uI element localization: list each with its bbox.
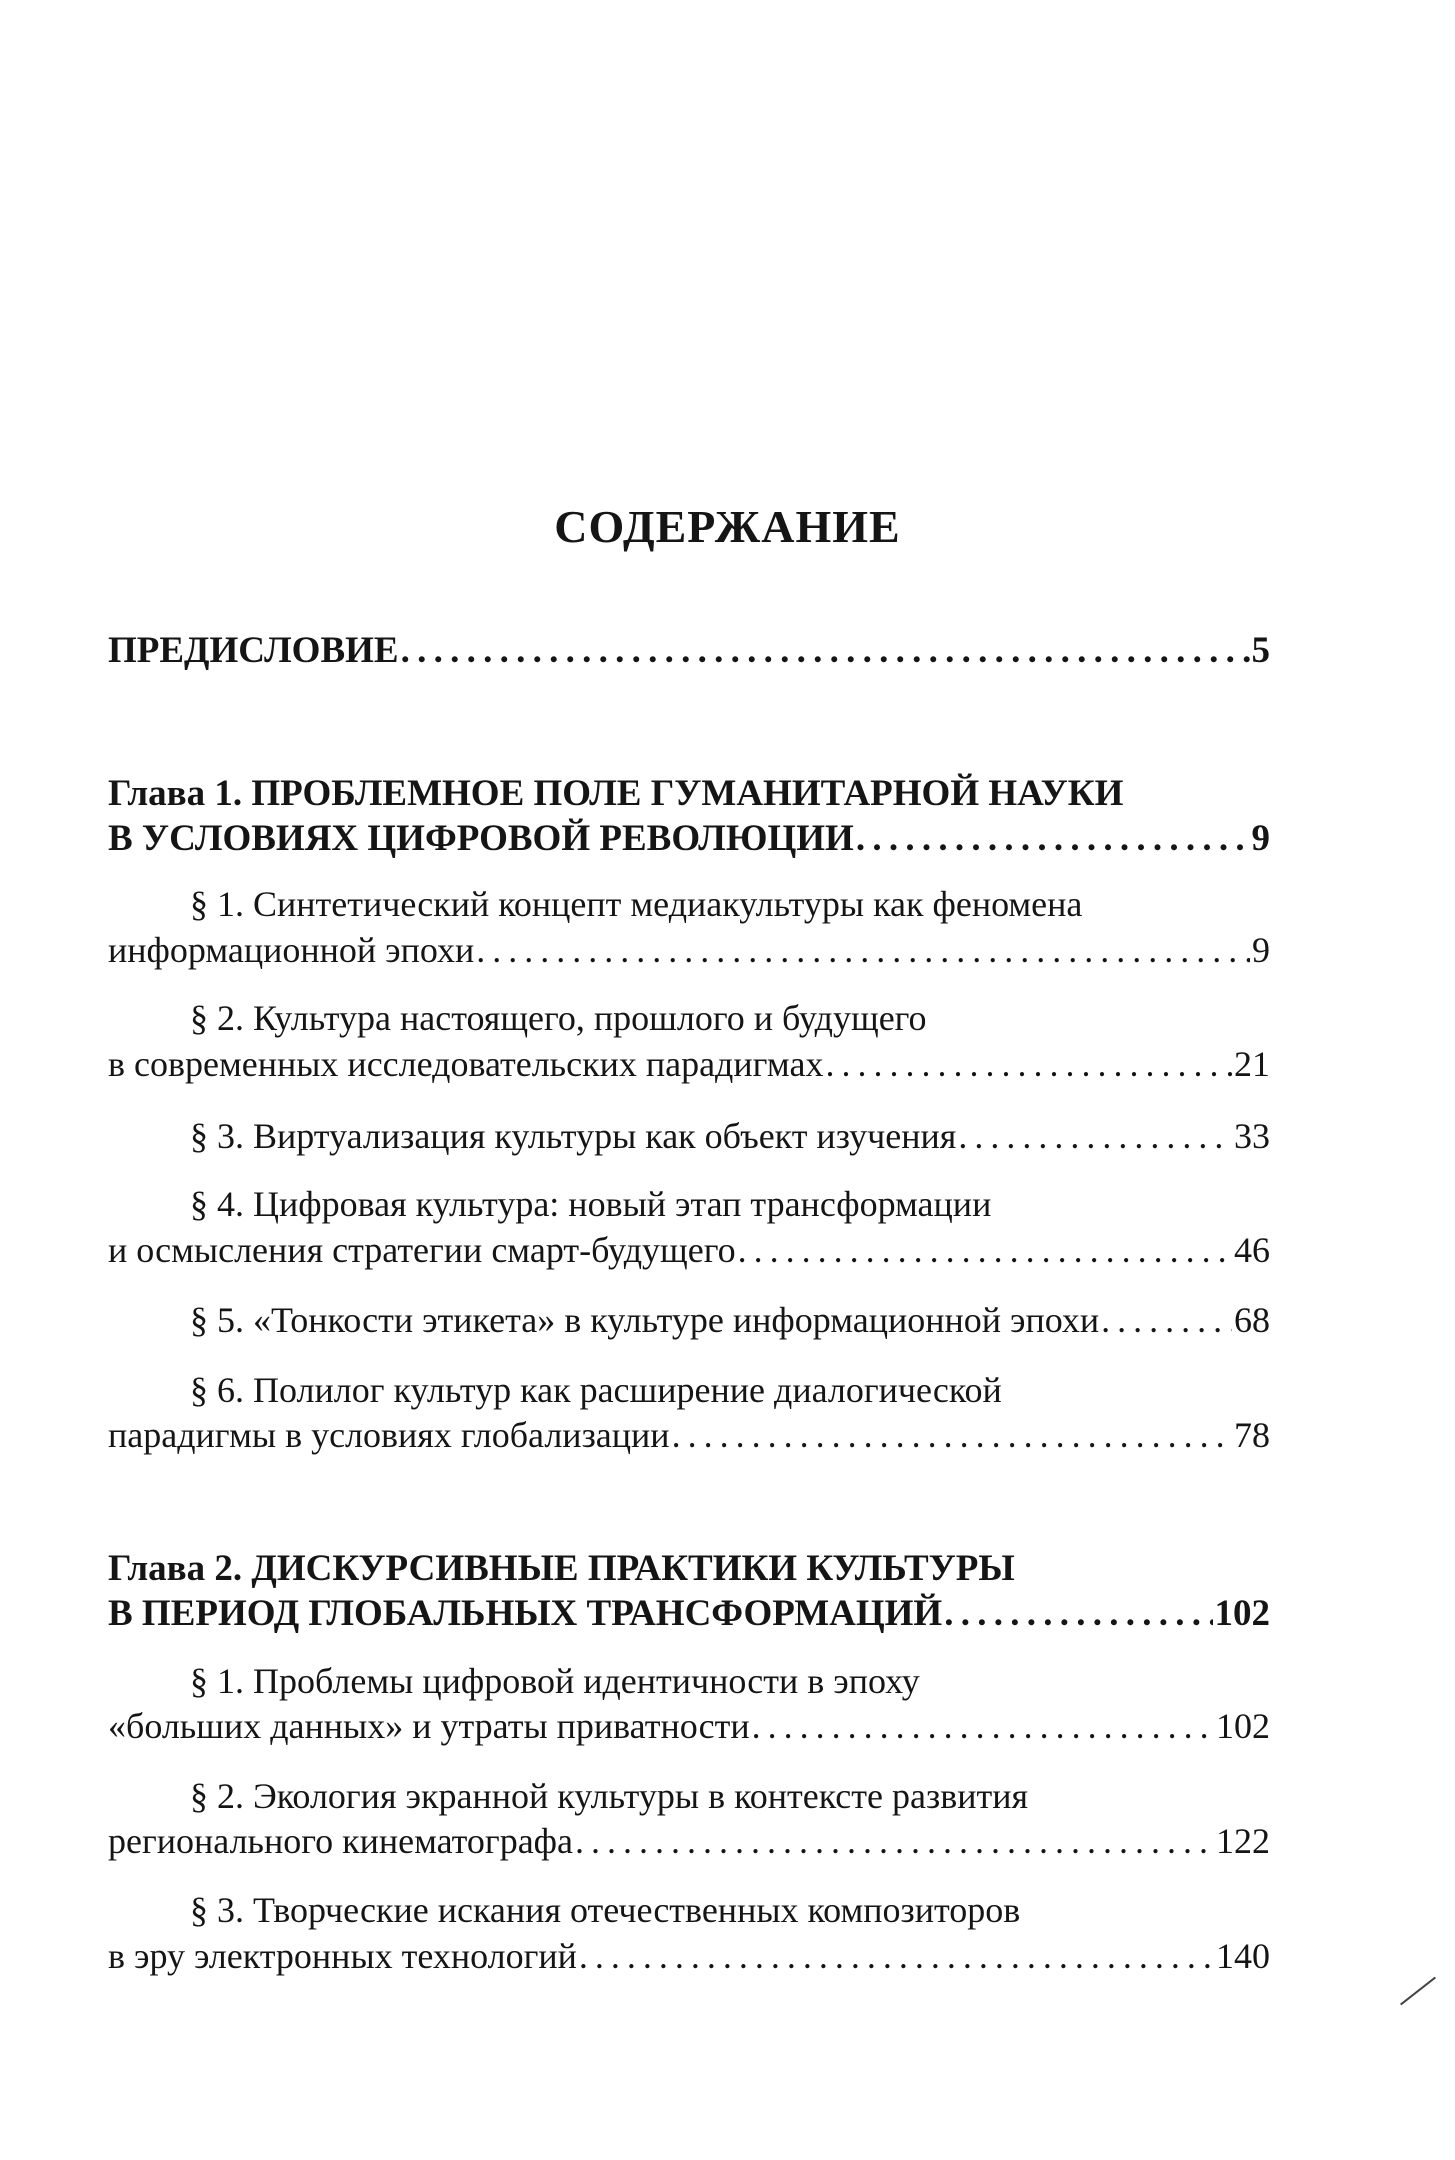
toc-entry-text: информационной эпохи xyxy=(108,930,475,970)
dot-leader xyxy=(401,627,1250,675)
toc-page-number: 21 xyxy=(1234,1044,1270,1084)
toc-chapter-1-heading[interactable] xyxy=(108,770,1270,818)
toc-page-number: 9 xyxy=(1252,930,1270,970)
toc-entry-text: «больших данных» и утраты приватности xyxy=(108,1706,750,1746)
toc-entry-text: § 3. Виртуализация культуры как объект изучения xyxy=(190,1116,957,1156)
toc-section-1-2[interactable] xyxy=(108,994,1270,1042)
dot-leader xyxy=(476,926,1250,974)
dot-leader xyxy=(752,1702,1214,1750)
toc-section-1-6[interactable] xyxy=(108,1366,1270,1414)
toc-entry-text: В УСЛОВИЯХ ЦИФРОВОЙ РЕВОЛЮЦИИ xyxy=(108,818,854,859)
toc-chapter-2-heading[interactable] xyxy=(108,1545,1270,1593)
toc-entry-text: парадигмы в условиях глобализации xyxy=(108,1415,670,1455)
toc-chapter-2-heading-cont[interactable] xyxy=(108,1590,1270,1638)
toc-page-number: 5 xyxy=(1251,630,1270,671)
dot-leader xyxy=(856,815,1250,863)
toc-entry-text: ПРЕДИСЛОВИЕ xyxy=(108,630,399,671)
toc-section-1-1-cont[interactable] xyxy=(108,926,1270,974)
toc-chapter-1-heading-cont[interactable] xyxy=(108,815,1270,863)
toc-page-number: 78 xyxy=(1234,1415,1270,1455)
toc-entry-text: § 6. Полилог культур как расширение диалогической xyxy=(190,1370,1002,1410)
toc-page-number: 9 xyxy=(1251,818,1270,859)
toc-section-2-3-cont[interactable] xyxy=(108,1932,1270,1980)
toc-page-number: 122 xyxy=(1216,1821,1270,1861)
dot-leader xyxy=(672,1411,1232,1459)
toc-section-2-1-cont[interactable] xyxy=(108,1702,1270,1750)
toc-section-1-1[interactable] xyxy=(108,880,1270,928)
toc-section-1-4[interactable] xyxy=(108,1180,1270,1228)
toc-section-1-6-cont[interactable] xyxy=(108,1411,1270,1459)
toc-page-number: 102 xyxy=(1214,1593,1270,1634)
toc-entry-text: регионального кинематографа xyxy=(108,1821,573,1861)
toc-entry-text: § 4. Цифровая культура: новый этап трансформации xyxy=(190,1184,992,1224)
dot-leader xyxy=(1101,1296,1232,1344)
toc-entry-text: в современных исследовательских парадигмах xyxy=(108,1044,824,1084)
toc-entry-text: § 5. «Тонкости этикета» в культуре информационной эпохи xyxy=(190,1300,1100,1340)
page-title: СОДЕРЖАНИЕ xyxy=(554,501,901,552)
toc-section-2-3[interactable] xyxy=(108,1886,1270,1934)
toc-section-2-2-cont[interactable] xyxy=(108,1817,1270,1865)
toc-entry-text: в эру электронных технологий xyxy=(108,1936,577,1976)
toc-section-1-3[interactable] xyxy=(108,1112,1270,1160)
toc-entry-text: Глава 1. ПРОБЛЕМНОЕ ПОЛЕ ГУМАНИТАРНОЙ НАУКИ xyxy=(108,773,1124,814)
dot-leader xyxy=(738,1226,1232,1274)
toc-page-number: 68 xyxy=(1234,1300,1270,1340)
toc-page-number: 33 xyxy=(1234,1116,1270,1156)
toc-entry-text: Глава 2. ДИСКУРСИВНЫЕ ПРАКТИКИ КУЛЬТУРЫ xyxy=(108,1548,1015,1589)
toc-entry-text: и осмысления стратегии смарт-будущего xyxy=(108,1230,736,1270)
toc-entry-text: § 1. Синтетический концепт медиакультуры как феномена xyxy=(190,884,1083,924)
toc-section-1-5[interactable] xyxy=(108,1296,1270,1344)
pencil-mark xyxy=(1400,1977,1436,2006)
toc-page-number: 46 xyxy=(1234,1230,1270,1270)
dot-leader xyxy=(825,1040,1232,1088)
toc-entry-text: § 1. Проблемы цифровой идентичности в эпоху xyxy=(190,1661,920,1701)
toc-section-2-2[interactable] xyxy=(108,1772,1270,1820)
toc-section-1-4-cont[interactable] xyxy=(108,1226,1270,1274)
toc-section-2-1[interactable] xyxy=(108,1657,1270,1705)
toc-page-number: 102 xyxy=(1216,1706,1270,1746)
toc-entry-text: § 2. Культура настоящего, прошлого и будущего xyxy=(190,998,927,1038)
dot-leader xyxy=(958,1112,1232,1160)
toc-entry-text: § 2. Экология экранной культуры в контексте развития xyxy=(190,1776,1029,1816)
dot-leader xyxy=(579,1932,1214,1980)
toc-entry-preface[interactable] xyxy=(108,627,1270,675)
toc-entry-text: § 3. Творческие искания отечественных композиторов xyxy=(190,1890,1021,1930)
toc-entry-text: В ПЕРИОД ГЛОБАЛЬНЫХ ТРАНСФОРМАЦИЙ xyxy=(108,1593,943,1634)
dot-leader xyxy=(944,1590,1212,1638)
dot-leader xyxy=(575,1817,1214,1865)
toc-page-number: 140 xyxy=(1216,1936,1270,1976)
toc-section-1-2-cont[interactable] xyxy=(108,1040,1270,1088)
